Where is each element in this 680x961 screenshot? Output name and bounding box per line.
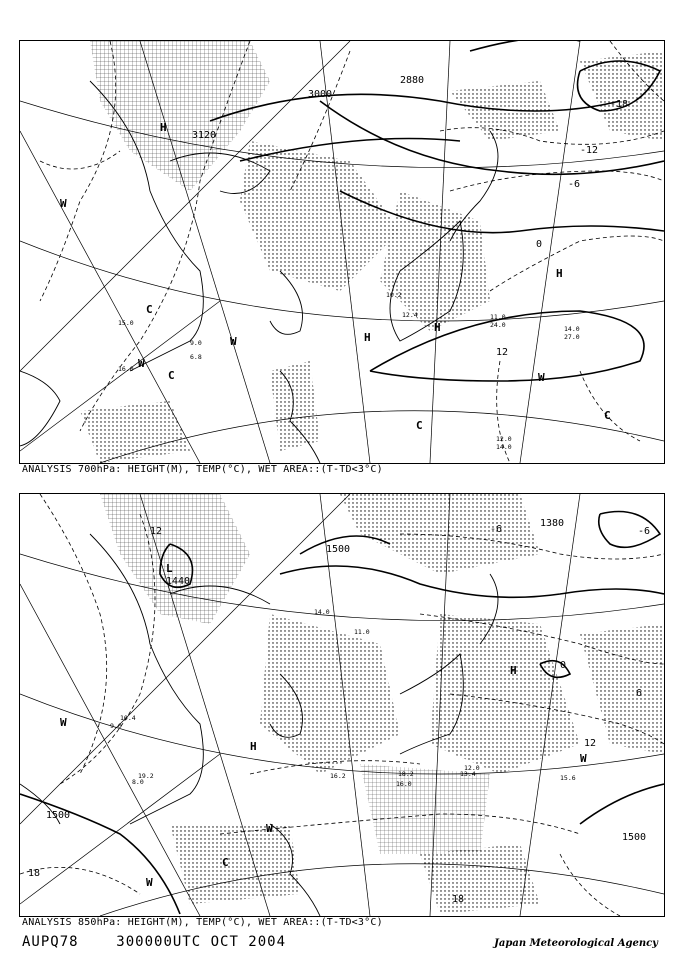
station-value: 27.0 <box>564 333 580 341</box>
contour-label: 1500 <box>46 810 71 821</box>
contour-label: 0 <box>560 660 567 671</box>
contour-label: -12 <box>580 145 599 156</box>
contour-label: 3120 <box>192 130 217 141</box>
cold-center-label: C <box>416 419 423 432</box>
station-value: 9.0 <box>110 722 122 730</box>
wet-areas <box>80 41 664 463</box>
contour-label: 12 <box>496 347 509 358</box>
high-center-label: H <box>556 267 563 280</box>
high-center-label: H <box>364 331 371 344</box>
station-value: 12.4 <box>402 311 418 319</box>
high-center-label: H <box>160 121 167 134</box>
high-center-label: H <box>510 664 517 677</box>
contour-label: 1500 <box>326 544 351 555</box>
station-value: 14.0 <box>496 443 512 451</box>
station-value: 16.0 <box>396 780 412 788</box>
station-value: 15.6 <box>560 774 576 782</box>
warm-center-label: W <box>538 371 545 384</box>
panel-caption-700hpa: ANALYSIS 700hPa: HEIGHT(M), TEMP(°C), WET AREA::(T-TD<3°C) <box>22 464 383 475</box>
station-value: 16.0 <box>118 365 134 373</box>
panel-caption-850hpa: ANALYSIS 850hPa: HEIGHT(M), TEMP(°C), WET AREA::(T-TD<3°C) <box>22 917 383 928</box>
warm-center-label: W <box>138 357 145 370</box>
cold-center-label: C <box>604 409 611 422</box>
station-observations <box>118 291 580 451</box>
warm-center-label: W <box>580 752 587 765</box>
cold-center-label: C <box>222 856 229 869</box>
cold-center-label: C <box>146 303 153 316</box>
cold-center-label: C <box>168 369 175 382</box>
station-value: 6.8 <box>190 353 202 361</box>
wet-areas <box>100 494 664 914</box>
station-value: 11.0 <box>354 628 370 636</box>
warm-center-label: W <box>146 876 153 889</box>
station-value: 10.2 <box>386 291 402 299</box>
contour-label: 1500 <box>622 832 647 843</box>
station-value: 14.0 <box>564 325 580 333</box>
contour-label: 2880 <box>400 75 425 86</box>
contour-label: 18 <box>28 868 41 879</box>
contour-label: -6 <box>490 524 503 535</box>
contour-label: 12 <box>584 738 597 749</box>
warm-center-label: W <box>60 197 67 210</box>
station-value: 14.0 <box>314 608 330 616</box>
station-value: 13.4 <box>460 770 476 778</box>
contour-label: 1440 <box>166 576 191 587</box>
high-center-label: H <box>250 740 257 753</box>
low-center-label: L <box>166 562 173 575</box>
high-center-label: H <box>434 321 441 334</box>
warm-center-label: W <box>230 335 237 348</box>
chart-code: AUPQ78 <box>22 934 79 950</box>
contour-label: -6 <box>638 526 651 537</box>
agency-credit: Japan Meteorological Agency <box>494 938 658 949</box>
contour-label: -6 <box>568 179 581 190</box>
chart-identifier <box>22 934 286 950</box>
station-value: 19.2 <box>138 772 154 780</box>
station-value: 9.0 <box>190 339 202 347</box>
station-value: 16.2 <box>330 772 346 780</box>
contour-label: -18 <box>610 99 629 110</box>
contour-label: 1380 <box>540 518 565 529</box>
station-value: 24.0 <box>490 321 506 329</box>
map-panel-850hpa <box>19 493 665 917</box>
contour-label: 0 <box>536 239 543 250</box>
warm-center-label: W <box>60 716 67 729</box>
contour-label: 3000 <box>308 89 333 100</box>
warm-center-label: W <box>266 822 273 835</box>
station-value: 12.0 <box>496 435 512 443</box>
map-panel-700hpa <box>19 40 665 464</box>
contour-label: 18 <box>452 894 465 905</box>
station-value: 11.0 <box>490 313 506 321</box>
station-value: 10.4 <box>120 714 136 722</box>
valid-time: 300000UTC OCT 2004 <box>116 934 287 950</box>
contour-label: 6 <box>636 688 643 699</box>
map-850hpa-svg <box>20 494 664 916</box>
contour-label: 12 <box>150 526 163 537</box>
station-value: 12.0 <box>464 764 480 772</box>
station-value: 15.0 <box>118 319 134 327</box>
map-700hpa-svg <box>20 41 664 463</box>
station-value: 18.2 <box>398 770 414 778</box>
station-value: 8.0 <box>132 778 144 786</box>
